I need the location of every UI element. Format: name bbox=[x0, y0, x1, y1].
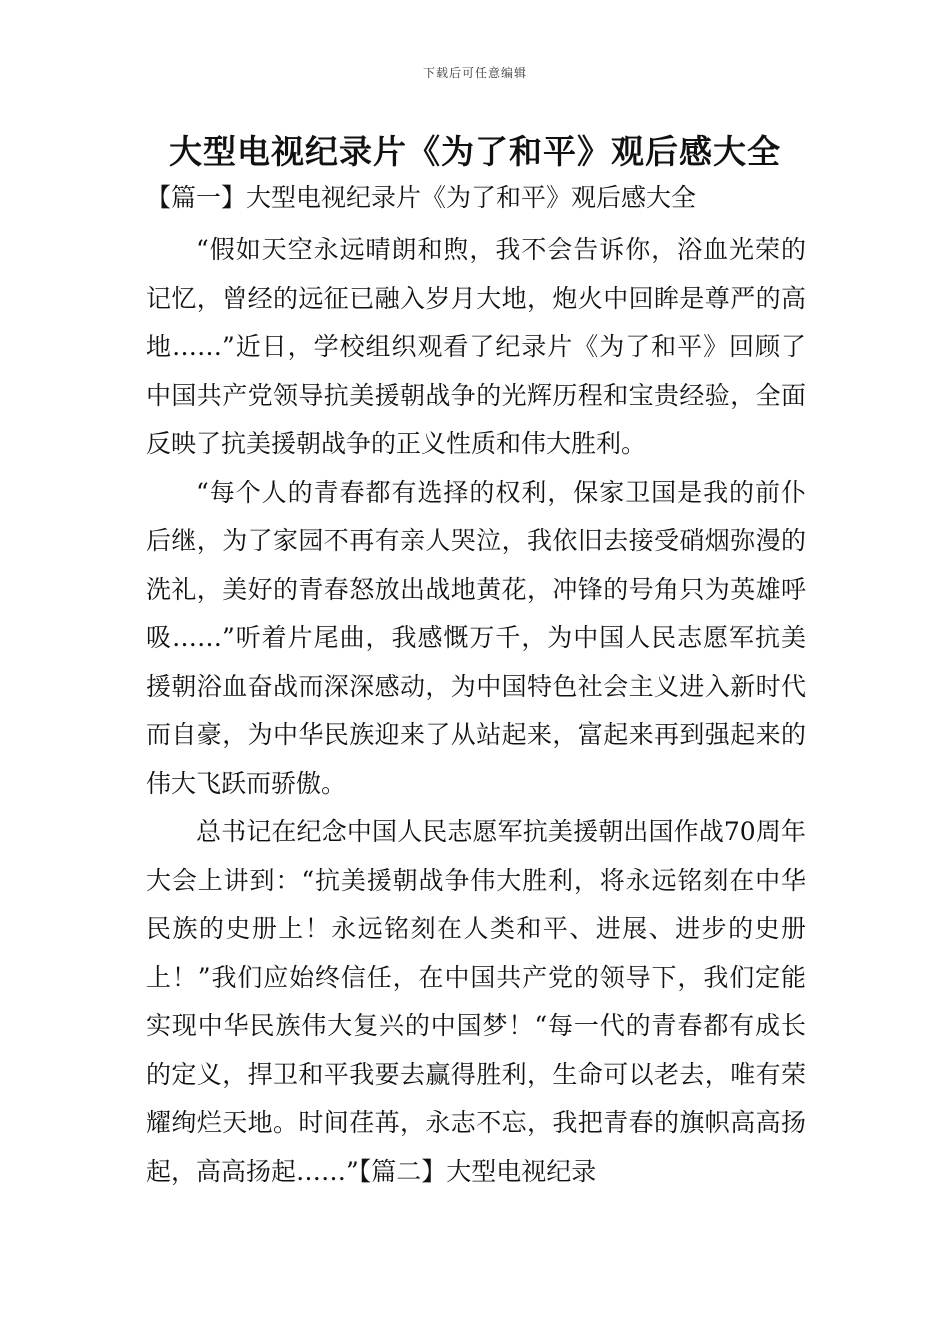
section-heading: 【篇一】大型电视纪录片《为了和平》观后感大全 bbox=[146, 183, 697, 212]
document-title: 大型电视纪录片《为了和平》观后感大全 bbox=[169, 132, 781, 171]
page-header-note: 下载后可任意编辑 bbox=[422, 66, 527, 80]
paragraph-2: “每个人的青春都有选择的权利，保家卫国是我的前仆后继，为了家园不再有亲人哭泣，我依旧去接受硝烟弥漫的洗礼，美好的青春怒放出战地黄花，冲锋的号角只为英雄呼吸……”听着片尾曲，我感慨万千，为中国人民志愿军抗美援朝浴血奋战而深深感动，为中国特色社会主义进入新时代而自豪，为中华民族迎来了从站起来，富起来再到强起来的伟大飞跃而骄傲。 bbox=[146, 477, 806, 798]
paragraph-1: “假如天空永远晴朗和煦，我不会告诉你，浴血光荣的记忆，曾经的远征已融入岁月大地，炮火中回眸是尊严的高地……”近日，学校组织观看了纪录片《为了和平》回顾了中国共产党领导抗美援朝战争的光辉历程和宝贵经验，全面反映了抗美援朝战争的正义性质和伟大胜利。 bbox=[146, 235, 806, 458]
document-body bbox=[146, 226, 806, 1196]
paragraph-3: 总书记在纪念中国人民志愿军抗美援朝出国作战70周年大会上讲到：“抗美援朝战争伟大胜利，将永远铭刻在中华民族的史册上！永远铭刻在人类和平、进展、进步的史册上！”我们应始终信任，在中国共产党的领导下，我们定能实现中华民族伟大复兴的中国梦！“每一代的青春都有成长的定义，捍卫和平我要去赢得胜利，生命可以老去，唯有荣耀绚烂天地。时间荏苒，永志不忘，我把青春的旗帜高高扬起，高高扬起……”【篇二】大型电视纪录 bbox=[146, 817, 806, 1186]
